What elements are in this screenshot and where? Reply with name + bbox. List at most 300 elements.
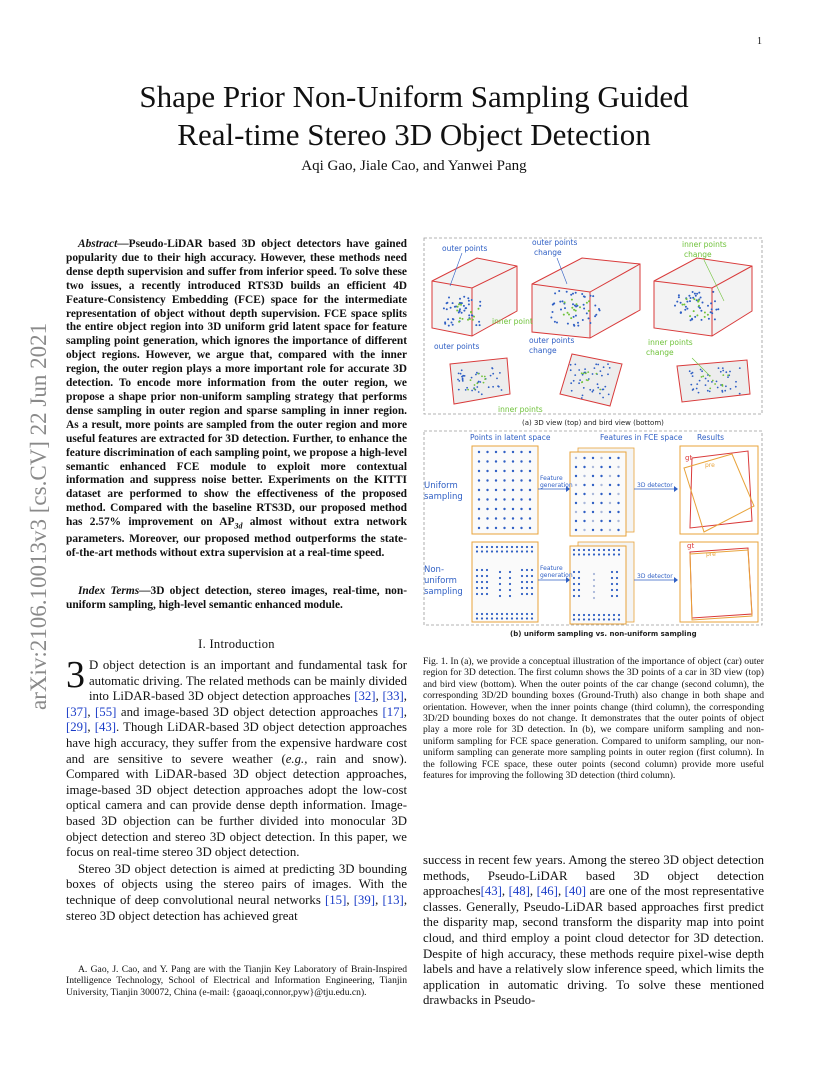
point-marker [588, 300, 590, 302]
point-marker [696, 388, 698, 390]
point-marker [592, 511, 594, 513]
footnote: A. Gao, J. Cao, and Y. Pang are with the Tianjin Key Laboratory of Brain-Inspired Intelligence Technology, School of Electrical and Information Engineering, Tianjin University, Tianjin 300072, China (e-mail: {gaoaqi,connor,pyw}@tju.edu.cn). [66, 964, 407, 998]
point-marker [609, 466, 611, 468]
ap-subscript: 3d [234, 521, 243, 531]
point-marker [600, 493, 602, 495]
point-marker [699, 380, 701, 382]
point-marker [678, 294, 680, 296]
point-marker [598, 618, 600, 620]
intro-text: and image-based 3D object detection approaches [116, 704, 383, 719]
point-marker [689, 370, 691, 372]
point-marker [725, 371, 727, 373]
point-marker [509, 589, 511, 591]
point-marker [471, 314, 473, 316]
point-marker [575, 466, 577, 468]
arrow-label: Feature [540, 475, 563, 482]
point-marker [581, 381, 583, 383]
point-marker [685, 306, 687, 308]
point-marker [578, 583, 580, 585]
point-marker [463, 305, 465, 307]
point-marker [459, 317, 461, 319]
point-marker [531, 581, 533, 583]
point-marker [600, 520, 602, 522]
arrow-label: generation [540, 482, 573, 489]
point-marker [594, 315, 596, 317]
point-marker [698, 292, 700, 294]
point-marker [467, 297, 469, 299]
citation-link[interactable]: [15] [325, 892, 347, 907]
point-marker [486, 613, 488, 615]
citation-link[interactable]: [43] [480, 884, 502, 899]
point-marker [484, 376, 486, 378]
point-marker [564, 301, 566, 303]
point-marker [486, 470, 488, 472]
point-marker [501, 617, 503, 619]
caption-b: (b) uniform sampling vs. non-uniform sampling [510, 630, 697, 638]
point-marker [520, 517, 522, 519]
point-marker [512, 527, 514, 529]
point-marker [603, 618, 605, 620]
point-marker [575, 502, 577, 504]
point-marker [686, 301, 688, 303]
point-marker [531, 575, 533, 577]
point-marker [588, 618, 590, 620]
point-marker [714, 300, 716, 302]
point-marker [558, 290, 560, 292]
point-marker [496, 546, 498, 548]
point-marker [583, 484, 585, 486]
point-marker [718, 367, 720, 369]
point-marker [581, 372, 583, 374]
point-marker [506, 546, 508, 548]
point-marker [600, 370, 602, 372]
point-marker [573, 571, 575, 573]
intro-text: , stereo 3D object detection has achieved great [66, 892, 408, 923]
point-marker [454, 306, 456, 308]
point-marker [496, 617, 498, 619]
citation-link[interactable]: [43] [94, 720, 117, 735]
point-marker [583, 308, 585, 310]
point-marker [608, 614, 610, 616]
point-marker [613, 614, 615, 616]
point-marker [520, 451, 522, 453]
point-marker [481, 393, 483, 395]
fig-label: outer points [434, 342, 480, 351]
point-marker [448, 325, 450, 327]
point-marker [476, 550, 478, 552]
point-marker [674, 305, 676, 307]
citation-link[interactable]: [33] [382, 689, 404, 704]
citation-link[interactable]: [40] [564, 884, 586, 899]
point-marker [556, 322, 558, 324]
point-marker [616, 589, 618, 591]
point-marker [611, 595, 613, 597]
point-marker [529, 470, 531, 472]
point-marker [592, 391, 594, 393]
point-marker [560, 309, 562, 311]
point-marker [583, 475, 585, 477]
point-marker [603, 614, 605, 616]
point-marker [462, 375, 464, 377]
point-marker [463, 296, 465, 298]
point-marker [474, 388, 476, 390]
point-marker [578, 614, 580, 616]
point-marker [462, 318, 464, 320]
point-marker [486, 550, 488, 552]
point-marker [491, 617, 493, 619]
point-marker [529, 508, 531, 510]
point-marker [521, 617, 523, 619]
point-marker [724, 390, 726, 392]
point-marker [526, 587, 528, 589]
point-marker [730, 388, 732, 390]
point-marker [511, 613, 513, 615]
point-marker [729, 371, 731, 373]
point-marker [503, 479, 505, 481]
citation-link[interactable]: [46] [536, 884, 558, 899]
gt-label: gt [685, 454, 693, 462]
point-marker [476, 617, 478, 619]
point-marker [511, 546, 513, 548]
point-marker [596, 373, 598, 375]
point-marker [578, 577, 580, 579]
point-marker [583, 493, 585, 495]
point-marker [478, 470, 480, 472]
point-marker [512, 479, 514, 481]
point-marker [478, 460, 480, 462]
point-marker [616, 583, 618, 585]
point-marker [597, 387, 599, 389]
point-marker [563, 314, 565, 316]
point-marker [531, 569, 533, 571]
citation-link[interactable]: [17] [382, 704, 404, 719]
point-marker [617, 493, 619, 495]
point-marker [578, 618, 580, 620]
point-marker [506, 550, 508, 552]
point-marker [509, 577, 511, 579]
point-marker [478, 308, 480, 310]
point-marker [598, 549, 600, 551]
point-marker [589, 389, 591, 391]
point-marker [705, 378, 707, 380]
point-marker [701, 370, 703, 372]
point-marker [600, 457, 602, 459]
point-marker [478, 391, 480, 393]
point-marker [501, 550, 503, 552]
caption-a: (a) 3D view (top) and bird view (bottom) [522, 419, 664, 427]
point-marker [520, 527, 522, 529]
point-marker [456, 310, 458, 312]
point-marker [495, 508, 497, 510]
point-marker [476, 613, 478, 615]
point-marker [509, 583, 511, 585]
point-marker [552, 304, 554, 306]
point-marker [481, 581, 483, 583]
point-marker [600, 475, 602, 477]
point-marker [686, 308, 688, 310]
point-marker [583, 457, 585, 459]
point-marker [459, 310, 461, 312]
point-marker [550, 317, 552, 319]
point-marker [521, 569, 523, 571]
fce-grid-nonuniform [570, 546, 626, 624]
point-marker [529, 479, 531, 481]
point-marker [475, 324, 477, 326]
fig-label: inner point [492, 317, 533, 326]
pred-label: pre [705, 462, 715, 469]
point-marker [495, 489, 497, 491]
point-marker [611, 583, 613, 585]
point-marker [575, 310, 577, 312]
point-marker [616, 571, 618, 573]
paper-title [60, 78, 768, 154]
point-marker [486, 508, 488, 510]
point-marker [608, 549, 610, 551]
point-marker [476, 382, 478, 384]
point-marker [692, 375, 694, 377]
fig-label: change [534, 248, 562, 257]
point-marker [526, 550, 528, 552]
arxiv-stamp [4, 300, 64, 720]
intro-text: Stereo 3D object detection is aimed at predicting 3D bounding boxes of objects using the stereo pairs of images. With the technique of deep convolutional neural networks [66, 861, 407, 907]
point-marker [575, 484, 577, 486]
point-marker [570, 369, 572, 371]
point-marker [700, 310, 702, 312]
point-marker [709, 391, 711, 393]
point-marker [593, 597, 595, 599]
point-marker [618, 549, 620, 551]
citation-link[interactable]: [37] [66, 704, 88, 719]
abstract-text-end: almost without extra network parameters. Moreover, our proposed method outperforms the state-of-the-art methods without extra supervision at a real-time speed. [66, 516, 407, 560]
point-marker [567, 323, 569, 325]
point-marker [578, 595, 580, 597]
point-marker [458, 303, 460, 305]
point-marker [588, 317, 590, 319]
point-marker [618, 553, 620, 555]
point-marker [573, 614, 575, 616]
row-label: uniform [424, 576, 457, 586]
point-marker [572, 303, 574, 305]
point-marker [578, 369, 580, 371]
section-heading: I. Introduction [198, 637, 275, 651]
point-marker [617, 475, 619, 477]
point-marker [491, 546, 493, 548]
point-marker [484, 378, 486, 380]
point-marker [592, 502, 594, 504]
figure-1 [422, 236, 766, 646]
point-marker [608, 394, 610, 396]
point-marker [607, 373, 609, 375]
point-marker [592, 389, 594, 391]
point-marker [461, 369, 463, 371]
point-marker [711, 308, 713, 310]
citation-link[interactable]: [48] [508, 884, 530, 899]
citation-link[interactable]: [39] [353, 892, 376, 907]
point-marker [698, 305, 700, 307]
point-marker [526, 593, 528, 595]
point-marker [692, 372, 694, 374]
point-marker [701, 376, 703, 378]
intro-text: e.g., [285, 751, 308, 766]
point-marker [727, 374, 729, 376]
point-marker [486, 587, 488, 589]
point-marker [462, 379, 464, 381]
point-marker [568, 314, 570, 316]
point-marker [689, 300, 691, 302]
point-marker [521, 587, 523, 589]
point-marker [476, 546, 478, 548]
point-marker [443, 307, 445, 309]
point-marker [475, 374, 477, 376]
point-marker [491, 550, 493, 552]
point-marker [573, 583, 575, 585]
point-marker [698, 392, 700, 394]
point-marker [676, 301, 678, 303]
point-marker [704, 316, 706, 318]
point-marker [611, 589, 613, 591]
point-marker [600, 502, 602, 504]
point-marker [700, 297, 702, 299]
intro-text: . Though LiDAR-based 3D object detection approaches have high accuracy, they suffer from the expensive hardware cost and are sensitive to severe weather ( [66, 720, 407, 766]
point-marker [593, 585, 595, 587]
point-marker [693, 298, 695, 300]
point-marker [503, 470, 505, 472]
point-marker [570, 317, 572, 319]
point-marker [583, 529, 585, 531]
right-column-text: success in recent few years. Among the stereo 3D object detection methods, Pseudo-LiDAR based 3D object detection approaches[43], [48], [46], [40] are one of the most representative classes. Generally, Pseudo-LiDAR based approaches first predict the disparity map, second transform the disparity map into point cloud, and third employ a point cloud detector for 3D detection. Despite of high accuracy, these methods require pixel-wise depth labels and have a relatively slow inference speed, which limits the application in automatic driving. To solve these mentioned drawbacks in Pseudo- [423, 853, 764, 1008]
point-marker [594, 367, 596, 369]
point-marker [616, 577, 618, 579]
citation-link[interactable]: [55] [95, 704, 117, 719]
point-marker [710, 302, 712, 304]
point-marker [680, 302, 682, 304]
point-marker [683, 304, 685, 306]
point-marker [486, 569, 488, 571]
point-marker [579, 306, 581, 308]
point-marker [593, 573, 595, 575]
point-marker [520, 460, 522, 462]
point-marker [688, 295, 690, 297]
point-marker [583, 373, 585, 375]
point-marker [512, 470, 514, 472]
citation-link[interactable]: [32] [354, 689, 376, 704]
point-marker [578, 553, 580, 555]
point-marker [473, 316, 475, 318]
citation-link[interactable]: [13] [382, 892, 404, 907]
point-marker [598, 308, 600, 310]
point-marker [708, 318, 710, 320]
point-marker [531, 593, 533, 595]
point-marker [588, 549, 590, 551]
point-marker [476, 575, 478, 577]
point-marker [529, 517, 531, 519]
point-marker [477, 373, 479, 375]
point-marker [696, 383, 698, 385]
point-marker [618, 618, 620, 620]
point-marker [481, 546, 483, 548]
citation-link[interactable]: [29] [66, 720, 88, 735]
point-marker [471, 299, 473, 301]
point-marker [704, 312, 706, 314]
col-header-results: Results [697, 433, 725, 442]
arrow-label: generation [540, 572, 573, 579]
point-marker [611, 571, 613, 573]
point-marker [486, 479, 488, 481]
point-marker [529, 451, 531, 453]
point-marker [468, 300, 470, 302]
index-terms-text: —3D object detection, stereo images, real-time, non-uniform sampling, high-level semantic enhanced module. [66, 585, 407, 611]
point-marker [617, 484, 619, 486]
point-marker [577, 322, 579, 324]
point-marker [472, 319, 474, 321]
point-marker [506, 617, 508, 619]
point-marker [609, 520, 611, 522]
point-marker [575, 306, 577, 308]
title-line-1: Shape Prior Non-Uniform Sampling Guided [139, 79, 689, 114]
point-marker [512, 489, 514, 491]
page-number: 1 [757, 36, 762, 47]
point-marker [476, 593, 478, 595]
point-marker [465, 389, 467, 391]
point-marker [486, 498, 488, 500]
point-marker [725, 385, 727, 387]
dropcap: 3 [66, 654, 85, 696]
point-marker [599, 389, 601, 391]
point-marker [600, 484, 602, 486]
point-marker [481, 375, 483, 377]
row-label: sampling [424, 492, 463, 502]
point-marker [486, 546, 488, 548]
point-marker [531, 613, 533, 615]
point-marker [476, 581, 478, 583]
point-marker [501, 546, 503, 548]
point-marker [609, 529, 611, 531]
point-marker [463, 310, 465, 312]
point-marker [531, 550, 533, 552]
point-marker [587, 371, 589, 373]
point-marker [554, 321, 556, 323]
point-marker [735, 386, 737, 388]
point-marker [520, 489, 522, 491]
point-marker [584, 368, 586, 370]
point-marker [678, 296, 680, 298]
point-marker [520, 479, 522, 481]
point-marker [584, 296, 586, 298]
point-marker [695, 295, 697, 297]
point-marker [512, 508, 514, 510]
point-marker [457, 379, 459, 381]
point-marker [531, 587, 533, 589]
point-marker [588, 310, 590, 312]
point-marker [583, 304, 585, 306]
point-marker [488, 386, 490, 388]
point-marker [470, 379, 472, 381]
pred-label: pre [706, 551, 716, 558]
point-marker [720, 371, 722, 373]
point-marker [582, 395, 584, 397]
point-marker [574, 374, 576, 376]
point-marker [503, 489, 505, 491]
point-marker [481, 617, 483, 619]
point-marker [499, 589, 501, 591]
row-label: sampling [424, 587, 463, 597]
point-marker [592, 529, 594, 531]
point-marker [448, 297, 450, 299]
point-marker [486, 593, 488, 595]
point-marker [617, 502, 619, 504]
car-3d-box-2 [532, 258, 640, 338]
title-line-2: Real-time Stereo 3D Object Detection [177, 117, 651, 152]
